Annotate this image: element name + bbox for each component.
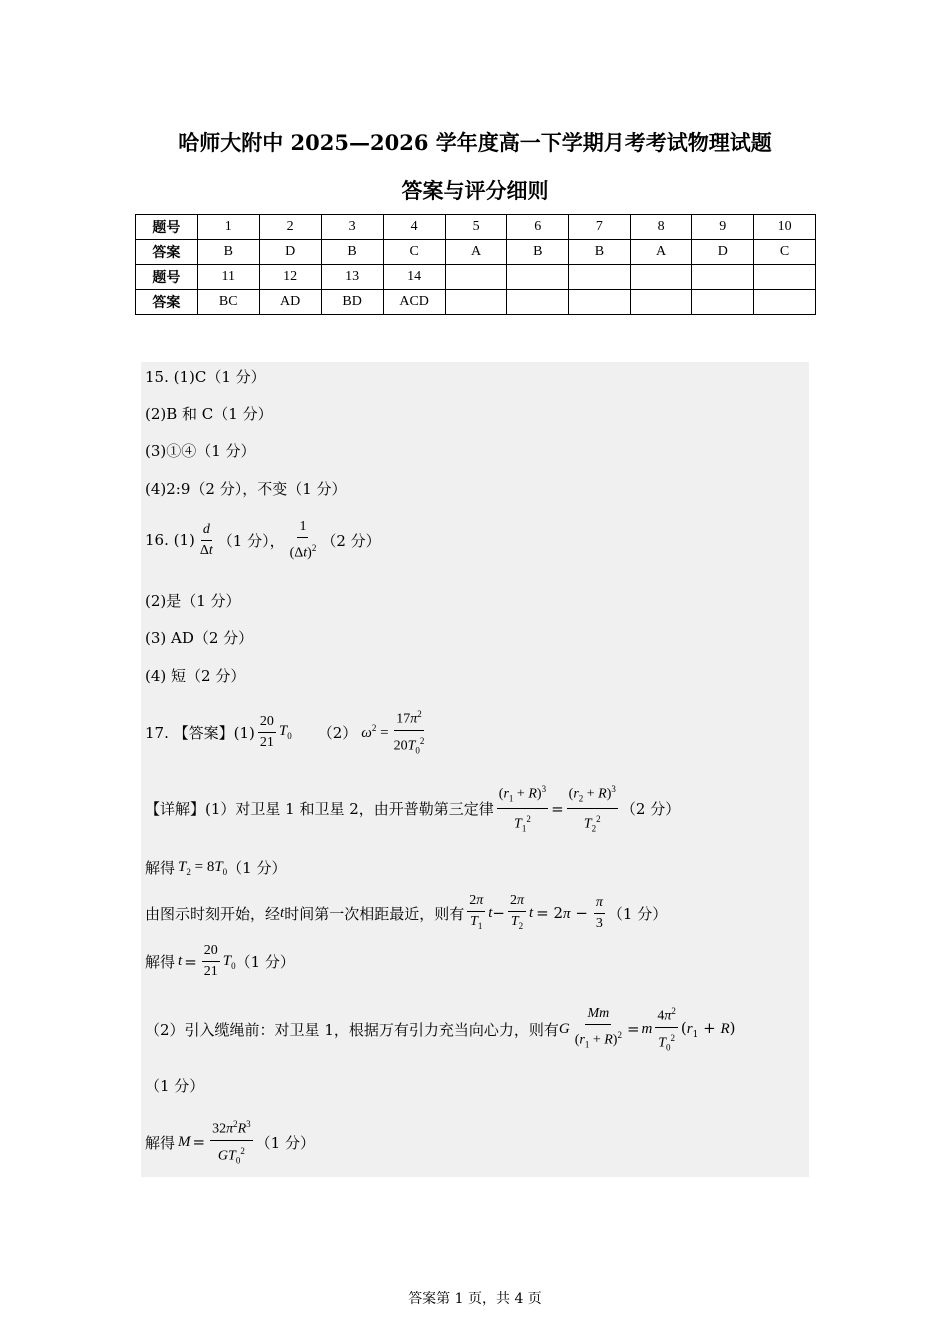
formula-mass: $\frac{32\pi^2R^3}{GT_0^2}$ <box>210 1115 253 1169</box>
table-cell: 2 <box>259 215 321 240</box>
table-cell <box>507 265 569 290</box>
table-cell: 12 <box>259 265 321 290</box>
page-subtitle: 答案与评分细则 <box>401 178 549 203</box>
table-cell: 7 <box>569 215 631 240</box>
q17-answer-part2: （2） <box>317 723 358 742</box>
q17-solve-1 <box>145 857 286 878</box>
table-cell: ACD <box>383 290 445 315</box>
table-cell: A <box>630 240 692 265</box>
q17-motion-text-b: 时间第一次相距最近，则有 <box>284 904 465 923</box>
table-cell: 11 <box>197 265 259 290</box>
q16-line-1 <box>145 518 381 563</box>
formula-d-over-dt: $\frac{d}{\Delta t}$ <box>199 521 213 558</box>
table-cell: D <box>259 240 321 265</box>
table-cell <box>445 290 507 315</box>
q17-answer-line <box>145 705 429 759</box>
formula-omega-value: $\frac{17\pi^2}{20T_0^2}$ <box>392 705 427 759</box>
formula-omega-squared: $\omega^2$ = <box>361 722 389 741</box>
table-cell: 3 <box>321 215 383 240</box>
table-cell: AD <box>259 290 321 315</box>
table-cell <box>754 290 816 315</box>
table-cell: B <box>507 240 569 265</box>
q17-solve3-prefix: 解得 <box>145 1133 176 1152</box>
table-cell <box>569 265 631 290</box>
table-cell: BC <box>197 290 259 315</box>
formula-kepler-right: $\frac{(r_2 + R)^3}{T_2^2}$ <box>567 780 618 838</box>
table-cell <box>507 290 569 315</box>
table-row <box>136 240 816 265</box>
formula-t: t <box>280 904 285 921</box>
table-cell: BD <box>321 290 383 315</box>
q17-solve-2: 解得 t = $\frac{20}{21}$ $T_0$ （1 分） <box>145 943 295 979</box>
table-row <box>136 265 816 290</box>
table-cell <box>692 290 754 315</box>
table-cell: 9 <box>692 215 754 240</box>
q17-solve2-prefix: 解得 <box>145 953 176 971</box>
table-cell: 5 <box>445 215 507 240</box>
answer-table <box>135 214 816 315</box>
formula-2pi-over-t2: $\frac{2\pi}{T_2}$ <box>509 893 524 931</box>
table-cell <box>754 265 816 290</box>
formula-kepler-left: $\frac{(r_1 + R)^3}{T_1^2}$ <box>497 780 548 838</box>
q17-solve2-score: （1 分） <box>235 953 295 971</box>
formula-20-over-21: $\frac{20}{21}$ <box>259 713 274 750</box>
formula-pi-over-3: $\frac{\pi}{3}$ <box>595 894 603 931</box>
table-row <box>136 290 816 315</box>
table-cell <box>630 265 692 290</box>
table-cell <box>569 290 631 315</box>
q17-motion-text-a: 由图示时刻开始，经 <box>145 904 281 923</box>
q16-line-4: (4) 短（2 分） <box>145 667 246 685</box>
row-label: 答案 <box>136 290 198 315</box>
q17-detail1-score: （2 分） <box>620 800 681 819</box>
q17-answer-prefix: 17. 【答案】(1) <box>145 723 255 742</box>
q17-part2-text: （2）引入缆绳前：对卫星 1，根据万有引力充当向心力，则有 <box>145 1020 559 1039</box>
q15-line-3: (3)①④（1 分） <box>145 442 256 460</box>
table-cell: B <box>569 240 631 265</box>
table-cell <box>630 290 692 315</box>
formula-centripetal: $\frac{4\pi^2}{T_0^2}$ <box>655 1002 678 1056</box>
table-cell: 1 <box>197 215 259 240</box>
table-cell: A <box>445 240 507 265</box>
table-cell: B <box>197 240 259 265</box>
table-cell: 14 <box>383 265 445 290</box>
formula-gravity: $\frac{Mm}{(r_1 + R)^2}$ <box>574 1005 622 1050</box>
table-cell: C <box>383 240 445 265</box>
table-cell: 13 <box>321 265 383 290</box>
q15-line-4: (4)2:9（2 分），不变（1 分） <box>145 480 347 498</box>
page-title: 哈师大附中 2025—2026 学年度高一下学期月考考试物理试题 <box>178 130 772 155</box>
q16-line-2: (2)是（1 分） <box>145 592 241 610</box>
table-cell <box>692 265 754 290</box>
q17-motion-score: （1 分） <box>607 904 668 923</box>
table-row <box>136 215 816 240</box>
q17-detail-1: 【详解】(1）对卫星 1 和卫星 2，由开普勒第三定律 $\frac{(r_1 + R)^3}{T_1^2}$ = $\frac{(r_2 + R)^3}{T_2^2}$ （2 分） <box>145 780 680 838</box>
formula-t0: $T_0$ <box>278 723 292 742</box>
table-cell: B <box>321 240 383 265</box>
q15-line-1: 15. (1)C（1 分） <box>145 368 266 386</box>
table-cell: 8 <box>630 215 692 240</box>
page-footer: 答案第 1 页，共 4 页 <box>408 1291 542 1307</box>
table-cell <box>445 265 507 290</box>
row-label: 题号 <box>136 265 198 290</box>
row-label: 题号 <box>136 215 198 240</box>
q17-detail1-text: 【详解】(1）对卫星 1 和卫星 2，由开普勒第三定律 <box>145 800 494 819</box>
q16-score-2: （2 分） <box>321 531 381 550</box>
formula-2pi-over-t1: $\frac{2\pi}{T_1}$ <box>469 893 484 931</box>
formula-1-over-dt-squared: $\frac{1}{(\Delta t)^2}$ <box>289 519 317 561</box>
table-cell: 10 <box>754 215 816 240</box>
q17-solve1-prefix: 解得 <box>145 859 176 877</box>
q17-part2-score: （1 分） <box>145 1077 205 1095</box>
q15-line-2: (2)B 和 C（1 分） <box>145 405 273 423</box>
table-cell: C <box>754 240 816 265</box>
q17-solve1-score: （1 分） <box>227 859 287 877</box>
q16-prefix: 16. (1) <box>145 531 195 550</box>
table-cell: D <box>692 240 754 265</box>
row-label: 答案 <box>136 240 198 265</box>
q17-motion-line: 由图示时刻开始，经 t 时间第一次相距最近，则有 $\frac{2\pi}{T_1}$ t − $\frac{2\pi}{T_2}$ t = 2π − $\frac{\pi}{3}$ （1 分） <box>145 892 667 935</box>
q16-score-1: （1 分）， <box>217 531 285 550</box>
q17-solve3-score: （1 分） <box>255 1133 315 1152</box>
table-cell: 4 <box>383 215 445 240</box>
formula-t2-equals-8t0: $T_2 = 8T_0$ <box>178 858 228 877</box>
q17-solve-3: 解得 M = $\frac{32\pi^2R^3}{GT_0^2}$ （1 分） <box>145 1115 315 1169</box>
q16-line-3: (3) AD（2 分） <box>145 629 254 647</box>
q17-part2-line: （2）引入缆绳前：对卫星 1，根据万有引力充当向心力，则有 G $\frac{Mm}{(r_1 + R)^2}$ = m $\frac{4\pi^2}{T_0^2}$ $(r_1 + R)$ <box>145 1002 735 1056</box>
table-cell: 6 <box>507 215 569 240</box>
formula-20-over-21-t: $\frac{20}{21}$ <box>203 943 218 979</box>
